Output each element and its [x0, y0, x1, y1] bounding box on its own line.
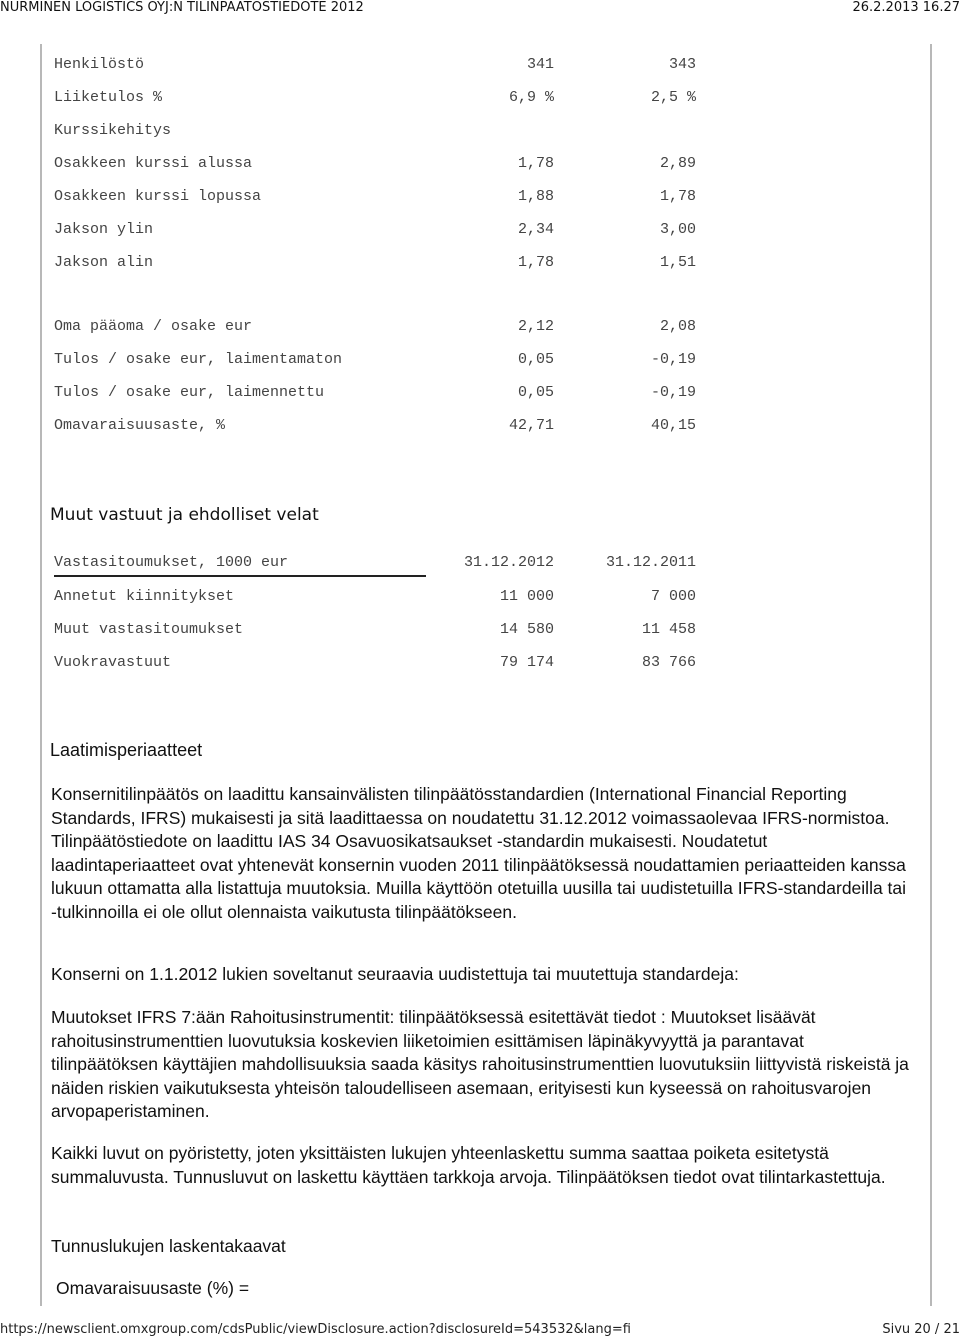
page-number: Sivu 20 / 21 — [882, 1322, 960, 1337]
value-2011: 40,15 — [650, 417, 696, 434]
row-label: Henkilöstö — [54, 56, 145, 73]
value-2012: 1,78 — [517, 254, 554, 271]
row-label: Oma pääoma / osake eur — [54, 318, 253, 335]
value-2011: 1,51 — [659, 254, 696, 271]
ifrs7-paragraph: Muutokset IFRS 7:ään Rahoitusinstrumentit: tilinpäätöksessä esitettävät tiedot : Muutokset lisäävät rahoitusinstrumenttien luovutuksia koskevien liiketoimien esittämisen läpinäkyvyyttä ja parantavat tilinpäätöksen käyttäjien mahdollisuuksia saada käsitys rahoitusinstrumenttien luovutuksiin liittyvistä riskeistä ja näiden riskien vaikutuksesta yhteisön taloudelliseen asemaan, erityisesti kun kyseessä on rahoitusvarojen arvopaperistaminen. — [51, 1007, 909, 1121]
value-2011: 83 766 — [641, 654, 696, 671]
principles-title: Laatimisperiaatteet — [50, 740, 203, 760]
principles-paragraph: Konsernitilinpäätös on laadittu kansainvälisten tilinpäätösstandardien (International Financial Reporting Standards, IFRS) mukaisesti ja sitä laadittaessa on noudatettu 31.12.2012 voimassaolevaa IFRS-normistoa. Tilinpäätöstiedote on laadittu IAS 34 Osavuosikatsaukset -standardin mukaisesti. Noudatetut laadintaperiaatteet ovat yhtenevät konsernin vuoden 2011 tilinpäätöksessä noudattamien periaatteiden kanssa lukuun ottamatta alla listattuja muutoksia. Muilla käyttöön otetuilla uusilla tai uudistetuilla IFRS-standardeilla tai -tulkinnoilla ei ole ollut olennaista vaikutusta tilinpäätökseen. — [51, 784, 907, 922]
table-row — [54, 89, 714, 109]
table-row — [54, 122, 714, 142]
table-row — [54, 417, 714, 437]
row-label: Omavaraisuusaste, % — [54, 417, 226, 434]
row-label: Tulos / osake eur, laimentamaton — [54, 351, 343, 368]
value-2012: 14 580 — [499, 621, 554, 638]
right-border-line — [930, 44, 932, 1306]
value-2012: 2,34 — [517, 221, 554, 238]
table-row — [54, 155, 714, 175]
table-row — [54, 621, 714, 641]
commitments-header-row — [54, 554, 714, 574]
value-2011: 343 — [668, 56, 696, 73]
value-2012: 1,78 — [517, 155, 554, 172]
value-2011: 2,08 — [659, 318, 696, 335]
value-2011: 2,89 — [659, 155, 696, 172]
value-2011: -0,19 — [650, 384, 696, 401]
value-2011: 3,00 — [659, 221, 696, 238]
footer-url: https://newsclient.omxgroup.com/cdsPublic/viewDisclosure.action?disclosureId=543532&lang=fi — [0, 1322, 631, 1337]
row-label: Kurssikehitys — [54, 122, 172, 139]
formulas-title: Tunnuslukujen laskentakaavat — [51, 1236, 286, 1256]
value-2012: 341 — [526, 56, 554, 73]
row-label: Muut vastasitoumukset — [54, 621, 244, 638]
value-2011: 7 000 — [650, 588, 696, 605]
value-2012: 1,88 — [517, 188, 554, 205]
row-label: Liiketulos % — [54, 89, 163, 106]
header-date-2012: 31.12.2012 — [463, 554, 554, 571]
value-2011: 2,5 % — [650, 89, 696, 106]
table-row — [54, 254, 714, 274]
value-2011: 1,78 — [659, 188, 696, 205]
row-label: Osakkeen kurssi alussa — [54, 155, 253, 172]
rounding-paragraph: Kaikki luvut on pyöristetty, joten yksittäisten lukujen yhteenlaskettu summa saattaa poiketa esitetystä summaluvusta. Tunnusluvut on laskettu käyttäen tarkkoja arvoja. Tilinpäätöksen tiedot ovat tilintarkastettuja. — [51, 1143, 886, 1187]
row-label: Osakkeen kurssi lopussa — [54, 188, 262, 205]
value-2012: 0,05 — [517, 384, 554, 401]
left-border-line — [40, 44, 42, 1306]
standards-intro: Konserni on 1.1.2012 lukien soveltanut seuraavia uudistettuja tai muutettuja standardeja: — [51, 964, 739, 984]
value-2012: 6,9 % — [508, 89, 554, 106]
row-label: Jakson ylin — [54, 221, 154, 238]
formula-equity-ratio: Omavaraisuusaste (%) = — [56, 1278, 250, 1298]
table-row — [54, 221, 714, 241]
row-label: Jakson alin — [54, 254, 154, 271]
value-2012: 42,71 — [508, 417, 554, 434]
header-underline — [54, 575, 426, 577]
table-row — [54, 318, 714, 338]
table-row — [54, 588, 714, 608]
document-header-timestamp: 26.2.2013 16.27 — [852, 0, 960, 15]
value-2011: -0,19 — [650, 351, 696, 368]
value-2012: 11 000 — [499, 588, 554, 605]
commitments-header-label: Vastasitoumukset, 1000 eur — [54, 554, 289, 571]
table-row — [54, 188, 714, 208]
table-row — [54, 654, 714, 674]
value-2012: 0,05 — [517, 351, 554, 368]
table-row — [54, 384, 714, 404]
table-row — [54, 56, 714, 76]
value-2012: 2,12 — [517, 318, 554, 335]
document-header-title: NURMINEN LOGISTICS OYJ:N TILINPÄÄTÖSTIEDOTE 2012 — [0, 0, 364, 15]
value-2012: 79 174 — [499, 654, 554, 671]
commitments-title: Muut vastuut ja ehdolliset velat — [50, 505, 319, 525]
header-date-2011: 31.12.2011 — [605, 554, 696, 571]
row-label: Annetut kiinnitykset — [54, 588, 235, 605]
value-2011: 11 458 — [641, 621, 696, 638]
row-label: Tulos / osake eur, laimennettu — [54, 384, 325, 401]
table-row — [54, 351, 714, 371]
row-label: Vuokravastuut — [54, 654, 172, 671]
